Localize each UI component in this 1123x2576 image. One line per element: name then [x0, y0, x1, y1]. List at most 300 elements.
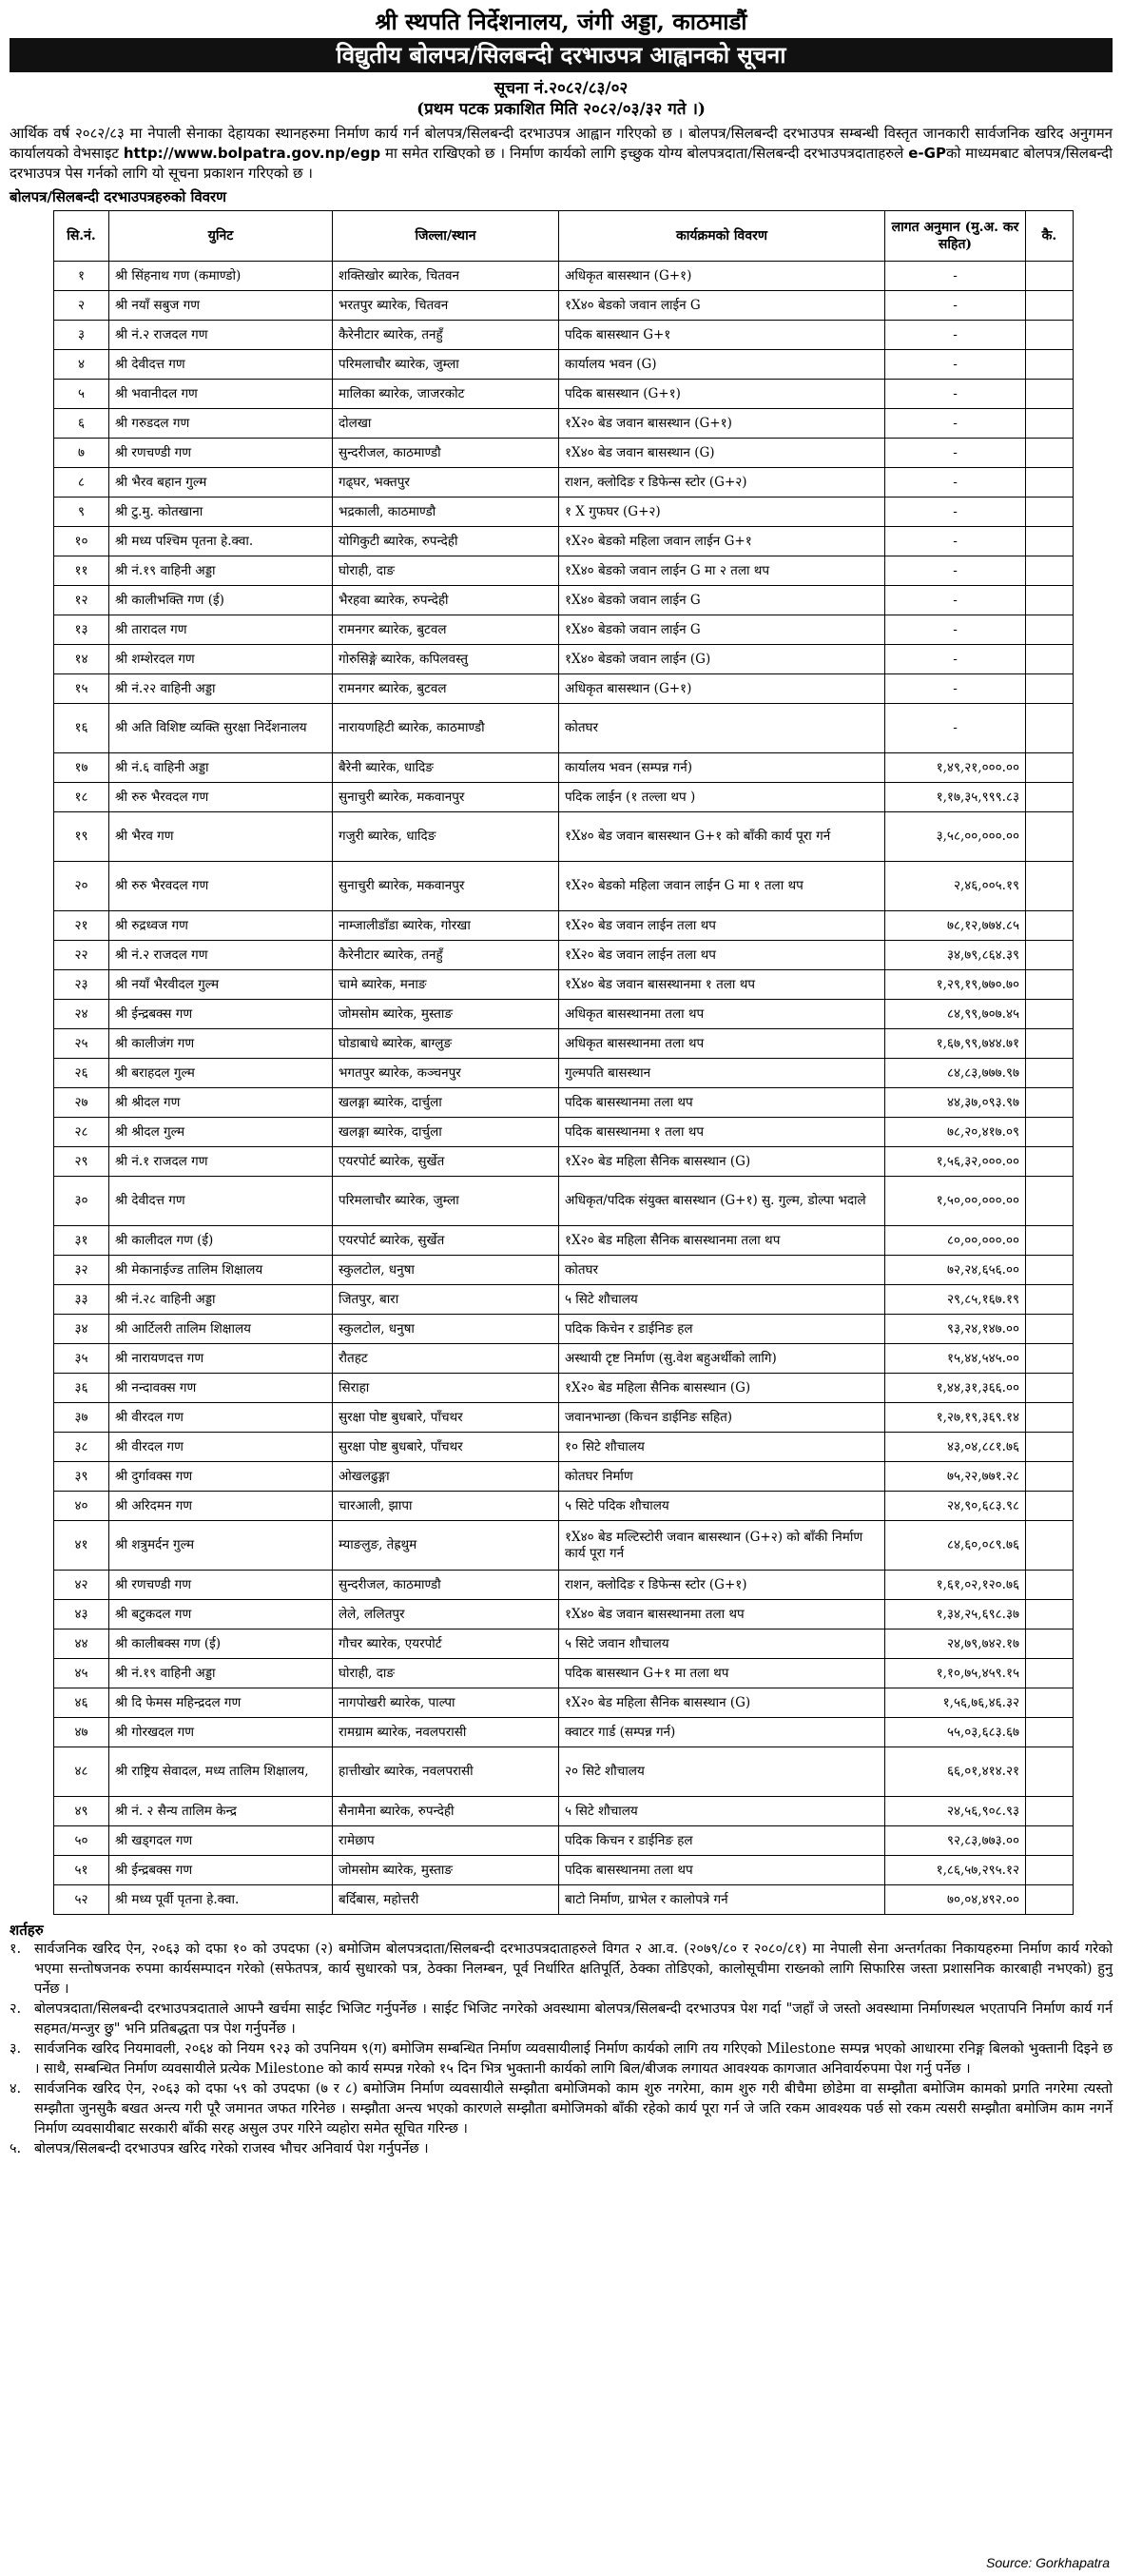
row-sn: २ — [54, 291, 109, 321]
office-heading: श्री स्थपति निर्देशनालय, जंगी अड्डा, काठमाडौं — [375, 8, 747, 35]
row-sn: १९ — [54, 812, 109, 862]
row-sn: ९ — [54, 498, 109, 527]
table-row — [54, 674, 1074, 704]
row-location: रामग्राम ब्यारेक, नवलपरासी — [333, 1718, 559, 1747]
row-unit: श्री नं.१९ वाहिनी अड्डा — [109, 1659, 333, 1688]
row-location: खलङ्गा ब्यारेक, दार्चुला — [333, 1088, 559, 1118]
row-location: घोराही, दाङ — [333, 556, 559, 586]
row-sn: १३ — [54, 615, 109, 645]
table-row — [54, 1630, 1074, 1659]
row-work: १X२० बेडको महिला जवान लाईन G मा १ तला थप — [559, 862, 885, 911]
row-sn: १५ — [54, 674, 109, 704]
row-remarks — [1026, 1826, 1074, 1856]
row-cost: - — [885, 291, 1026, 321]
row-unit: श्री दि फेमस महिन्द्रदल गण — [109, 1688, 333, 1718]
row-unit: श्री नयाँ सबुज गण — [109, 291, 333, 321]
table-row — [54, 970, 1074, 1000]
table-row — [54, 1177, 1074, 1226]
row-unit: श्री कालीजंग गण — [109, 1029, 333, 1059]
row-sn: १२ — [54, 586, 109, 615]
notice-number: सूचना नं.२०८२/८३/०२ — [494, 79, 629, 98]
row-sn: १८ — [54, 783, 109, 812]
row-work: जवानभान्छा (किचन डाईनिङ सहित) — [559, 1403, 885, 1433]
row-unit: श्री तारादल गण — [109, 615, 333, 645]
row-remarks — [1026, 1462, 1074, 1492]
row-unit: श्री खड्गदल गण — [109, 1826, 333, 1856]
row-remarks — [1026, 350, 1074, 380]
row-sn: ४८ — [54, 1747, 109, 1797]
row-cost: १५,४४,५४५.०० — [885, 1344, 1026, 1374]
table-row — [54, 1688, 1074, 1718]
row-cost: ६६,०१,४१४.२१ — [885, 1747, 1026, 1797]
row-sn: ३ — [54, 321, 109, 350]
table-row — [54, 1256, 1074, 1285]
row-cost: १,१७,३५,९९९.८३ — [885, 783, 1026, 812]
row-location: सुन्दरीजल, काठमाण्डौ — [333, 1571, 559, 1600]
table-row — [54, 380, 1074, 409]
row-sn: ४६ — [54, 1688, 109, 1718]
row-cost: १,६१,०२,१२०.७६ — [885, 1571, 1026, 1600]
row-cost: १,२९,१९,७७०.७० — [885, 970, 1026, 1000]
row-unit: श्री गरुडदल गण — [109, 409, 333, 439]
row-sn: २५ — [54, 1029, 109, 1059]
table-row — [54, 941, 1074, 970]
row-location: गजुरी ब्यारेक, धादिङ — [333, 812, 559, 862]
row-location: गौचर ब्यारेक, एयरपोर्ट — [333, 1630, 559, 1659]
row-work: पदिक लाईन (१ तल्ला थप ) — [559, 783, 885, 812]
row-remarks — [1026, 941, 1074, 970]
row-location: स्कुलटोल, धनुषा — [333, 1256, 559, 1285]
row-unit: श्री नं.२ राजदल गण — [109, 941, 333, 970]
row-sn: ४४ — [54, 1630, 109, 1659]
row-unit: श्री मेकानाईज्ड तालिम शिक्षालय — [109, 1256, 333, 1285]
row-remarks — [1026, 321, 1074, 350]
row-work: अधिकृत बासस्थान (G+१) — [559, 674, 885, 704]
row-work: ५ सिटे पदिक शौचालय — [559, 1492, 885, 1521]
row-cost: ३४,७९,८६४.३९ — [885, 941, 1026, 970]
row-cost: - — [885, 674, 1026, 704]
row-sn: १ — [54, 262, 109, 291]
term-text: सार्वजनिक खरिद ऐन, २०६३ को दफा ५९ को उपदफा (७ र ८) बमोजिम निर्माण व्यवसायीले सम्झौता बमोजिमको काम शुरु नगरेमा, काम शुरु गरी बीचैमा छोडेमा वा सम्झौता बमोजिम कामको प्रगति नगरेमा त्यस्तो सम्झौता जुनसुकै बखत अन्त्य गरी पूरै जमानत जफत गरिनेछ । सम्झौता अन्त्य भएको कारणले सम्झौता बमोजिमको बाँकी रहेको कार्य पूरा गर्न जे जति रकम आवश्यक पर्छ सो रकम त्यसरी सम्झौता बमोजिम काम नगर्ने निर्माण व्यवसायीबाट सरकारी बाँकी सरह असुल उपर गरिने व्यहोरा समेत सूचित गरिन्छ । — [34, 2081, 1113, 2137]
row-remarks — [1026, 1256, 1074, 1285]
table-row — [54, 1403, 1074, 1433]
source-credit: Source: Gorkhapatra — [986, 2555, 1110, 2570]
row-unit: श्री नं.२८ वाहिनी अड्डा — [109, 1285, 333, 1315]
row-remarks — [1026, 753, 1074, 783]
row-remarks — [1026, 1885, 1074, 1915]
row-cost: - — [885, 645, 1026, 674]
row-location: स्कुलटोल, धनुषा — [333, 1315, 559, 1344]
bolpatra-url-link[interactable]: http://www.bolpatra.gov.np/egp — [123, 145, 381, 162]
row-unit: श्री भैरव गण — [109, 812, 333, 862]
row-sn: ५० — [54, 1826, 109, 1856]
row-remarks — [1026, 970, 1074, 1000]
row-sn: २३ — [54, 970, 109, 1000]
table-row — [54, 586, 1074, 615]
row-location: हात्तीखोर ब्यारेक, नवलपरासी — [333, 1747, 559, 1797]
row-remarks — [1026, 1226, 1074, 1256]
term-number: ३. — [10, 2041, 22, 2057]
row-remarks — [1026, 1029, 1074, 1059]
row-location: मालिका ब्यारेक, जाजरकोट — [333, 380, 559, 409]
table-row — [54, 1374, 1074, 1403]
row-sn: ८ — [54, 468, 109, 498]
term-number: ५. — [10, 2141, 22, 2156]
term-number: २. — [10, 2001, 22, 2017]
row-work: १X४० बेड जवान बासस्थानमा १ तला थप — [559, 970, 885, 1000]
row-unit: श्री टु.मु. कोतखाना — [109, 498, 333, 527]
row-work: ५ सिटे जवान शौचालय — [559, 1630, 885, 1659]
row-location: शक्तिखोर ब्यारेक, चितवन — [333, 262, 559, 291]
row-work: कार्यालय भवन (G) — [559, 350, 885, 380]
row-sn: २२ — [54, 941, 109, 970]
row-location: कैरेनीटार ब्यारेक, तनहुँ — [333, 941, 559, 970]
row-unit: श्री देवीदत्त गण — [109, 1177, 333, 1226]
row-cost: - — [885, 498, 1026, 527]
row-work: पदिक बासस्थानमा तला थप — [559, 1088, 885, 1118]
row-unit: श्री कालीभक्ति गण (ई) — [109, 586, 333, 615]
table-row — [54, 1088, 1074, 1118]
row-location: सुनाचुरी ब्यारेक, मकवानपुर — [333, 783, 559, 812]
term-text: बोलपत्र/सिलबन्दी दरभाउपत्र खरिद गरेको राजस्व भौचर अनिवार्य पेश गर्नुपर्नेछ । — [34, 2141, 429, 2156]
row-remarks — [1026, 615, 1074, 645]
table-row — [54, 1521, 1074, 1571]
row-work: क्वाटर गार्ड (सम्पन्न गर्न) — [559, 1718, 885, 1747]
row-location: योगिकुटी ब्यारेक, रुपन्देही — [333, 527, 559, 556]
row-cost: - — [885, 615, 1026, 645]
row-unit: श्री भैरव बहान गुल्म — [109, 468, 333, 498]
table-row — [54, 1433, 1074, 1462]
row-remarks — [1026, 1285, 1074, 1315]
term-text: सार्वजनिक खरिद नियमावली, २०६४ को नियम ९२३ को उपनियम ९(ग) बमोजिम सम्बन्धित निर्माण व्यवसायीलाई निर्माण कार्यको लागि तय गरिएको Milestone सम्पन्न भएको आधारमा रनिङ्ग बिलको भुक्तानी दिइने छ । साथै, सम्बन्धित निर्माण व्यवसायीले प्रत्येक Milestone को कार्य सम्पन्न गरेको १५ दिन भित्र भुक्तानी कार्यको लागि बिल/बीजक लगायत आवश्यक कागजात अनिवार्यरुपमा पेश गर्नु पर्नेछ । — [34, 2041, 1113, 2077]
notice-page — [10, 8, 1113, 2159]
col-header-unit: युनिट — [109, 211, 333, 262]
row-unit: श्री बटुकदल गण — [109, 1600, 333, 1630]
intro-text-2: मा समेत राखिएको छ । निर्माण कार्यको लागि इच्छुक योग्य बोलपत्रदाता/सिलबन्दी दरभाउपत्रदाताहरुले — [385, 145, 904, 162]
row-location: भरतपुर ब्यारेक, चितवन — [333, 291, 559, 321]
row-cost: - — [885, 439, 1026, 468]
row-work: १X२० बेड जवान लाईन तला थप — [559, 941, 885, 970]
row-work: ५ सिटे शौचालय — [559, 1797, 885, 1826]
row-work: १X२० बेड जवान लाईन तला थप — [559, 911, 885, 941]
egp-label: e-GP — [908, 145, 946, 162]
term-item — [10, 1940, 1113, 2000]
table-row — [54, 1659, 1074, 1688]
row-sn: १७ — [54, 753, 109, 783]
row-cost: १,४४,३१,३६६.०० — [885, 1374, 1026, 1403]
term-text: सार्वजनिक खरिद ऐन, २०६३ को दफा १० को उपदफा (२) बमोजिम बोलपत्रदाता/सिलबन्दी दरभाउपत्रदाताहरुले विगत २ आ.व. (२०७९/८० र २०८०/८१) मा नेपाली सेना अन्तर्गतका निकायहरुमा निर्माण कार्य गरेको भएमा सन्तोषजनक रुपमा कार्यसम्पादन गरेको (सफेतपत्र, कार्य सुधारको पत्र, ठेक्का निलम्बन, पूर्व निर्धारित क्षतिपूर्ति, ठेक्का तोडिएको, कालोसूचीमा राख्नको लागि सिफारिस जस्ता प्रशासनिक कारबाही नभएको) हुनु पर्नेछ । — [34, 1942, 1113, 1997]
table-title: बोलपत्र/सिलबन्दी दरभाउपत्रहरुको विवरण — [10, 188, 227, 205]
table-row — [54, 1315, 1074, 1344]
tender-table — [53, 210, 1074, 1915]
row-remarks — [1026, 586, 1074, 615]
row-unit: श्री नारायणदत्त गण — [109, 1344, 333, 1374]
row-cost: २४,५६,९०८.९३ — [885, 1797, 1026, 1826]
row-unit: श्री गोरखदल गण — [109, 1718, 333, 1747]
table-row — [54, 409, 1074, 439]
col-header-remarks: कै. — [1026, 211, 1074, 262]
row-work: १X४० बेडको जवान लाईन G — [559, 586, 885, 615]
row-work: पदिक बासस्थान G+१ — [559, 321, 885, 350]
row-location: सुरक्षा पोष्ट बुधबारे, पाँचथर — [333, 1433, 559, 1462]
row-unit: श्री वीरदल गण — [109, 1433, 333, 1462]
row-remarks — [1026, 291, 1074, 321]
row-location: रामनगर ब्यारेक, बुटवल — [333, 674, 559, 704]
row-location: खलङ्गा ब्यारेक, दार्चुला — [333, 1118, 559, 1147]
row-sn: ४ — [54, 350, 109, 380]
row-unit: श्री नन्दावक्स गण — [109, 1374, 333, 1403]
row-sn: २८ — [54, 1118, 109, 1147]
row-work: २० सिटे शौचालय — [559, 1747, 885, 1797]
row-sn: ४० — [54, 1492, 109, 1521]
table-row — [54, 1571, 1074, 1600]
row-remarks — [1026, 556, 1074, 586]
intro-text-3: को माध्यमबाट बोलपत्र/सिलबन्दी दरभाउपत्र पेस गर्नको लागि यो सूचना प्रकाशन गरिएको छ । — [10, 145, 1113, 182]
table-row — [54, 704, 1074, 753]
row-unit: श्री नं.१९ वाहिनी अड्डा — [109, 556, 333, 586]
row-sn: ३९ — [54, 1462, 109, 1492]
row-remarks — [1026, 1147, 1074, 1177]
row-sn: ३२ — [54, 1256, 109, 1285]
row-unit: श्री नं.२ राजदल गण — [109, 321, 333, 350]
row-location: नाम्जालीडाँडा ब्यारेक, गोरखा — [333, 911, 559, 941]
row-unit: श्री शत्रुमर्दन गुल्म — [109, 1521, 333, 1571]
row-location: एयरपोर्ट ब्यारेक, सुर्खेत — [333, 1226, 559, 1256]
row-work: कोतघर निर्माण — [559, 1462, 885, 1492]
terms-list — [10, 1940, 1113, 2159]
row-location: परिमलाचौर ब्यारेक, जुम्ला — [333, 350, 559, 380]
row-work: १X२० बेड महिला सैनिक बासस्थान (G) — [559, 1147, 885, 1177]
row-cost: ७०,०४,४९२.०० — [885, 1885, 1026, 1915]
row-cost: - — [885, 262, 1026, 291]
col-header-cost: लागत अनुमान (मु.अ. कर सहित) — [885, 211, 1026, 262]
row-cost: १,४९,२१,०००.०० — [885, 753, 1026, 783]
row-cost: - — [885, 527, 1026, 556]
row-location: भैरहवा ब्यारेक, रुपन्देही — [333, 586, 559, 615]
row-cost: - — [885, 409, 1026, 439]
row-remarks — [1026, 1433, 1074, 1462]
row-remarks — [1026, 1374, 1074, 1403]
row-work: राशन, क्लोदिङ र डिफेन्स स्टोर (G+२) — [559, 468, 885, 498]
row-location: बैरेनी ब्यारेक, धादिङ — [333, 753, 559, 783]
row-remarks — [1026, 911, 1074, 941]
row-sn: १० — [54, 527, 109, 556]
row-work: अधिकृत बासस्थानमा तला थप — [559, 1029, 885, 1059]
table-row — [54, 439, 1074, 468]
row-unit: श्री श्रीदल गण — [109, 1088, 333, 1118]
row-work: अधिकृत बासस्थानमा तला थप — [559, 1000, 885, 1029]
row-remarks — [1026, 1630, 1074, 1659]
row-work: १X४० बेड मल्टिस्टोरी जवान बासस्थान (G+२) को बाँकी निर्माण कार्य पूरा गर्न — [559, 1521, 885, 1571]
row-work: १X४० बेडको जवान लाईन G — [559, 291, 885, 321]
row-cost: १,८६,५७,२९५.१२ — [885, 1856, 1026, 1885]
table-row — [54, 291, 1074, 321]
row-work: अधिकृत बासस्थान (G+१) — [559, 262, 885, 291]
row-unit: श्री दुर्गावक्स गण — [109, 1462, 333, 1492]
row-work: कोतघर — [559, 704, 885, 753]
row-unit: श्री नं. २ सैन्य तालिम केन्द्र — [109, 1797, 333, 1826]
row-sn: २६ — [54, 1059, 109, 1088]
row-unit: श्री नं.२२ वाहिनी अड्डा — [109, 674, 333, 704]
row-remarks — [1026, 1118, 1074, 1147]
table-row — [54, 1797, 1074, 1826]
row-cost: - — [885, 556, 1026, 586]
table-body — [54, 262, 1074, 1915]
term-item — [10, 2139, 1113, 2159]
row-cost: ३,५८,००,०००.०० — [885, 812, 1026, 862]
row-remarks — [1026, 783, 1074, 812]
table-row — [54, 812, 1074, 862]
row-unit: श्री रणचण्डी गण — [109, 1571, 333, 1600]
row-work: १X२० बेड महिला सैनिक बासस्थान (G) — [559, 1688, 885, 1718]
row-unit: श्री अति विशिष्ट व्यक्ति सुरक्षा निर्देशनालय — [109, 704, 333, 753]
row-sn: ३३ — [54, 1285, 109, 1315]
row-unit: श्री शम्शेरदल गण — [109, 645, 333, 674]
row-work: अधिकृत/पदिक संयुक्त बासस्थान (G+१) सु. गुल्म, डोल्पा भदाले — [559, 1177, 885, 1226]
row-cost: १,३४,२५,६९८.३७ — [885, 1600, 1026, 1630]
table-row — [54, 527, 1074, 556]
row-sn: ४१ — [54, 1521, 109, 1571]
row-location: नागपोखरी ब्यारेक, पाल्पा — [333, 1688, 559, 1718]
row-work: राशन, क्लोदिङ र डिफेन्स स्टोर (G+१) — [559, 1571, 885, 1600]
table-row — [54, 1285, 1074, 1315]
row-remarks — [1026, 1688, 1074, 1718]
publish-date: (प्रथम पटक प्रकाशित मिति २०८२/०३/३२ गते ।) — [416, 100, 706, 119]
row-remarks — [1026, 674, 1074, 704]
row-sn: ४९ — [54, 1797, 109, 1826]
table-row — [54, 1029, 1074, 1059]
row-work: १X२० बेडको महिला जवान लाईन G+१ — [559, 527, 885, 556]
row-sn: २४ — [54, 1000, 109, 1029]
row-remarks — [1026, 645, 1074, 674]
row-remarks — [1026, 1344, 1074, 1374]
row-cost: २,४६,००५.१९ — [885, 862, 1026, 911]
row-cost: ५५,०३,६८३.६७ — [885, 1718, 1026, 1747]
table-row — [54, 1059, 1074, 1088]
table-row — [54, 262, 1074, 291]
row-location: बर्दिबास, महोत्तरी — [333, 1885, 559, 1915]
row-cost: ४३,०४,८८१.७६ — [885, 1433, 1026, 1462]
row-location: गढ्घर, भक्तपुर — [333, 468, 559, 498]
row-cost: २९,८५,१६७.१९ — [885, 1285, 1026, 1315]
row-work: १X४० बेड जवान बासस्थानमा तला थप — [559, 1600, 885, 1630]
row-sn: ६ — [54, 409, 109, 439]
row-sn: २९ — [54, 1147, 109, 1177]
col-header-location: जिल्ला/स्थान — [333, 211, 559, 262]
col-header-work: कार्यक्रमको विवरण — [559, 211, 885, 262]
row-remarks — [1026, 1600, 1074, 1630]
table-row — [54, 783, 1074, 812]
row-remarks — [1026, 1088, 1074, 1118]
row-remarks — [1026, 380, 1074, 409]
row-sn: ३० — [54, 1177, 109, 1226]
row-sn: १४ — [54, 645, 109, 674]
table-row — [54, 1600, 1074, 1630]
row-location: ओखलढुङ्गा — [333, 1462, 559, 1492]
row-sn: २१ — [54, 911, 109, 941]
notice-title-banner: विद्युतीय बोलपत्र/सिलबन्दी दरभाउपत्र आह्वानको सूचना — [10, 38, 1113, 72]
table-row — [54, 1344, 1074, 1374]
row-cost: - — [885, 350, 1026, 380]
row-cost: ७५,२२,७७१.२८ — [885, 1462, 1026, 1492]
table-row — [54, 1826, 1074, 1856]
row-work: ५ सिटे शौचालय — [559, 1285, 885, 1315]
row-unit: श्री मध्य पूर्वी पृतना हे.क्वा. — [109, 1885, 333, 1915]
term-item — [10, 2079, 1113, 2139]
table-row — [54, 911, 1074, 941]
row-sn: ७ — [54, 439, 109, 468]
row-unit: श्री अरिदमन गण — [109, 1492, 333, 1521]
row-remarks — [1026, 862, 1074, 911]
table-row — [54, 753, 1074, 783]
row-location: रामनगर ब्यारेक, बुटवल — [333, 615, 559, 645]
row-work: कार्यालय भवन (सम्पन्न गर्न) — [559, 753, 885, 783]
row-cost: १,१०,७५,४५९.१५ — [885, 1659, 1026, 1688]
row-remarks — [1026, 1571, 1074, 1600]
row-remarks — [1026, 1403, 1074, 1433]
row-location: गोरुसिङ्गे ब्यारेक, कपिलवस्तु — [333, 645, 559, 674]
table-row — [54, 615, 1074, 645]
row-location: म्याङलुङ, तेह्रथुम — [333, 1521, 559, 1571]
row-location: रौतहट — [333, 1344, 559, 1374]
row-cost: १,५६,३२,०००.०० — [885, 1147, 1026, 1177]
terms-title: शर्तहरु — [10, 1922, 44, 1939]
row-remarks — [1026, 1059, 1074, 1088]
row-sn: ३६ — [54, 1374, 109, 1403]
row-work: १X४० बेडको जवान लाईन G मा २ तला थप — [559, 556, 885, 586]
row-sn: १६ — [54, 704, 109, 753]
row-remarks — [1026, 1856, 1074, 1885]
row-location: जोमसोम ब्यारेक, मुस्ताङ — [333, 1000, 559, 1029]
row-sn: ३८ — [54, 1433, 109, 1462]
row-remarks — [1026, 409, 1074, 439]
row-unit: श्री श्रीदल गुल्म — [109, 1118, 333, 1147]
row-unit: श्री रणचण्डी गण — [109, 439, 333, 468]
row-remarks — [1026, 1177, 1074, 1226]
row-remarks — [1026, 527, 1074, 556]
row-sn: ४७ — [54, 1718, 109, 1747]
row-sn: २० — [54, 862, 109, 911]
row-unit: श्री ईन्द्रबक्स गण — [109, 1000, 333, 1029]
row-work: १X४० बेडको जवान लाईन G — [559, 615, 885, 645]
table-row — [54, 1856, 1074, 1885]
row-sn: ४२ — [54, 1571, 109, 1600]
table-row — [54, 862, 1074, 911]
row-location: एयरपोर्ट ब्यारेक, सुर्खेत — [333, 1147, 559, 1177]
row-cost: १,५६,७६,४६.३२ — [885, 1688, 1026, 1718]
table-row — [54, 1747, 1074, 1797]
row-location: सुन्दरीजल, काठमाण्डौ — [333, 439, 559, 468]
row-cost: १,२७,१९,३६९.१४ — [885, 1403, 1026, 1433]
col-header-sn: सि.नं. — [54, 211, 109, 262]
row-unit: श्री देवीदत्त गण — [109, 350, 333, 380]
row-cost: - — [885, 321, 1026, 350]
row-location: रामेछाप — [333, 1826, 559, 1856]
term-number: ४. — [10, 2081, 22, 2097]
row-cost: - — [885, 468, 1026, 498]
row-remarks — [1026, 812, 1074, 862]
row-work: गुल्मपति बासस्थान — [559, 1059, 885, 1088]
table-row — [54, 1492, 1074, 1521]
row-cost: - — [885, 380, 1026, 409]
row-sn: ५२ — [54, 1885, 109, 1915]
table-row — [54, 645, 1074, 674]
row-unit: श्री वीरदल गण — [109, 1403, 333, 1433]
row-sn: ४३ — [54, 1600, 109, 1630]
row-work: १X२० बेड जवान बासस्थान (G+१) — [559, 409, 885, 439]
row-sn: ३७ — [54, 1403, 109, 1433]
table-row — [54, 321, 1074, 350]
